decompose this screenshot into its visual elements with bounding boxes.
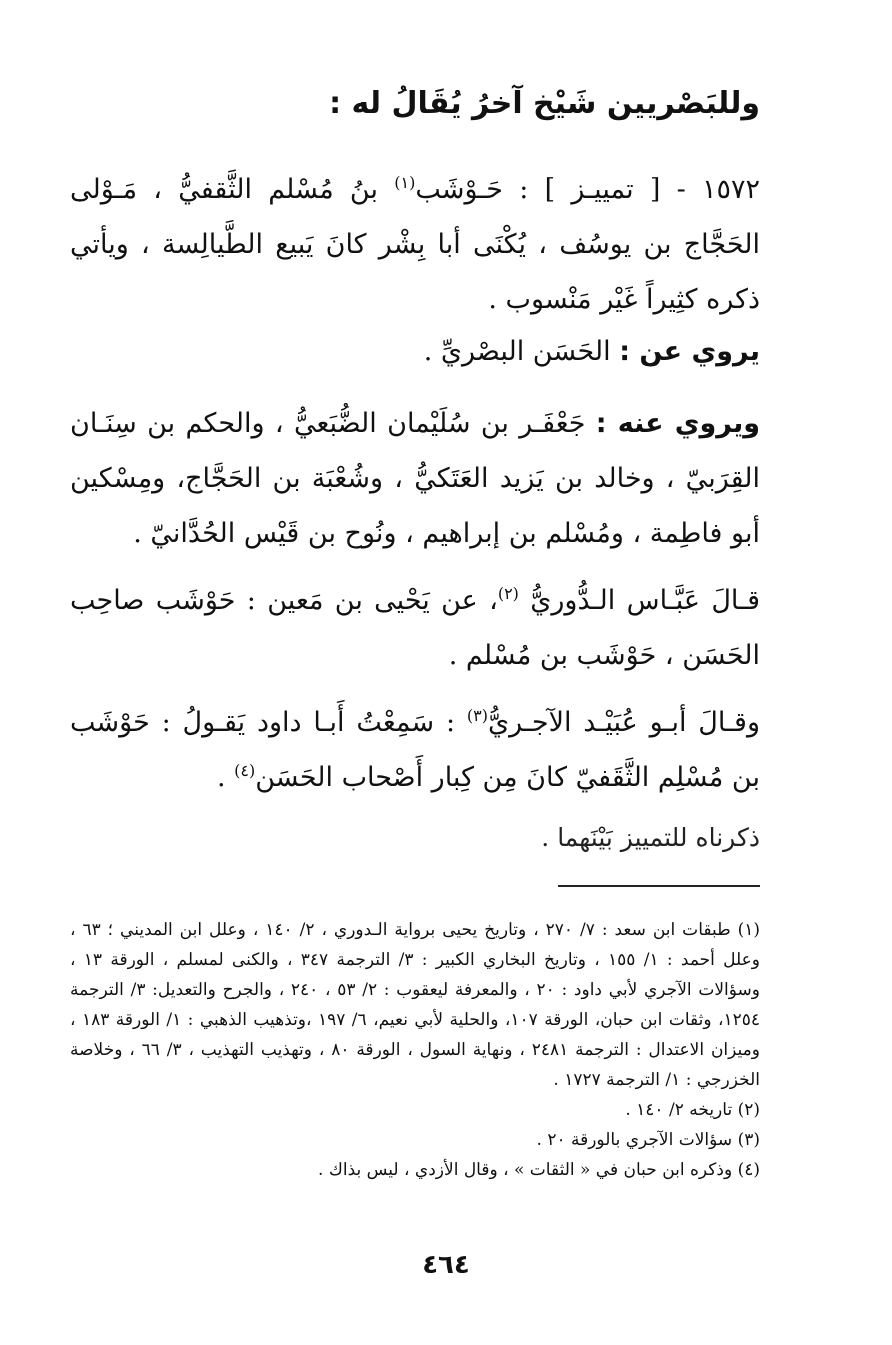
quote-ajurri-paragraph	[70, 695, 760, 805]
narrates-from-text: الحَسَن البصْريِّ .	[423, 336, 620, 367]
narrates-from-paragraph	[70, 324, 760, 379]
quote-duri-text-rest: ، عن يَحْيى بن مَعين : حَوْشَب صاحِب الحَسَن ، حَوْشَب بن مُسْلم .	[70, 585, 760, 671]
entry-text-rest: بنُ مُسْلم الثَّقفيُّ ، مَـوْلى الحَجَّاج بن يوسُف ، يُكْنَى أبا بِشْر كانَ يَبيع الطَّيالِسة ، ويأتي ذكره كثِيراً غَيْر مَنْسوب .	[70, 174, 760, 315]
footnote-marker-4: (٤)	[234, 761, 256, 780]
entry-text-start: ١٥٧٢ - [ تمييـز ] : حَـوْشَب	[415, 174, 760, 205]
narrated-by-text: جَعْفَـر بن سُلَيْمان الضُّبَعيُّ ، والحكم بن سِنَـان القِرَبيّ ، وخالد بن يَزيد العَتَكيُّ ، وشُعْبَة بن الحَجَّاج، ومِسْكين أبو فاطِمة ، ومُسْلم بن إبراهيم ، ونُوح بن قَيْس الحُدَّانيّ .	[70, 408, 760, 549]
footnote-4: (٤) وذكره ابن حبان في « الثقات » ، وقال الأزدي ، ليس بذاك .	[318, 1160, 760, 1180]
footnotes-section	[70, 915, 760, 1185]
quote-duri-paragraph	[70, 573, 760, 683]
quote-ajurri-text-end: .	[216, 762, 235, 793]
footnote-marker-2: (٢)	[497, 584, 519, 603]
footnote-1: (١) طبقات ابن سعد : ٧/ ٢٧٠ ، وتاريخ يحيى برواية الـدوري ، ٢/ ١٤٠ ، وعلل ابن المديني ؛ ٦٣ ، وعلل أحمد : ١/ ١٥٥ ، وتاريخ البخاري الكبير : ٣/ الترجمة ٣٤٧ ، والكنى لمسلم ، الورقة ١٣ ، وسؤالات الآجري لأبي داود : ٢٠ ، والمعرفة ليعقوب : ٢/ ٥٣ ، ٢٤٠ ، والجرح والتعديل: ٣/ الترجمة ١٢٥٤، وثقات ابن حبان، الورقة ١٠٧، والحلية لأبي نعيم، ٦/ ١٩٧ ،وتذهيب الذهبي : ١/ الورقة ١٨٣ ، وميزان الاعتدال : الترجمة ٢٤٨١ ، ونهاية السول ، الورقة ٨٠ ، وتهذيب التهذيب ، ٣/ ٦٦ ، وخلاصة الخزرجي : ١/ الترجمة ١٧٢٧ .	[70, 920, 761, 1090]
page-number: ٤٦٤	[422, 1250, 470, 1280]
narrated-by-label: ويروي عنه :	[595, 408, 761, 439]
quote-duri-text-start: قـالَ عَبَّـاس الـدُّوريُّ	[518, 585, 760, 616]
footnote-divider	[558, 885, 760, 887]
quote-ajurri-text-middle: : سَمِعْتُ أَبـا داود يَقـولُ : حَوْشَب بن مُسْلِم الثَّقَفيّ كانَ مِن كِبار أَصْحاب الحَسَن	[70, 707, 760, 793]
distinction-note: ذكرناه للتمييز بَيْنَهما .	[541, 823, 760, 852]
footnote-2: (٢) تاريخه ٢/ ١٤٠ .	[625, 1100, 760, 1120]
narrated-by-paragraph	[70, 396, 760, 561]
entry-paragraph	[70, 162, 760, 327]
section-heading: وللبَصْريين شَيْخ آخرُ يُقَالُ له :	[329, 86, 760, 121]
footnote-marker-1: (١)	[394, 173, 416, 192]
footnote-3: (٣) سؤالات الآجري بالورقة ٢٠ .	[536, 1130, 760, 1150]
narrates-from-label: يروي عن :	[619, 336, 760, 367]
footnote-marker-3: (٣)	[466, 706, 488, 725]
quote-ajurri-text-start: وقـالَ أبـو عُبَيْـد الآجـريُّ	[487, 707, 761, 738]
